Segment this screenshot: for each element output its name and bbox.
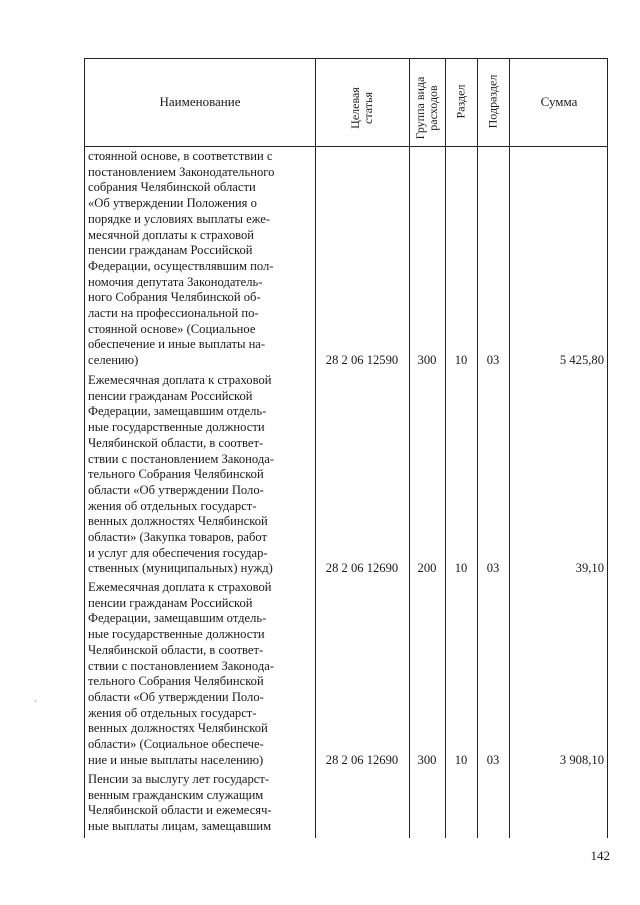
col-border-group: [445, 58, 446, 838]
row-1-section: 10: [454, 353, 468, 367]
row-2-code: 28 2 06 12690: [325, 561, 399, 575]
col-border-right: [607, 58, 608, 838]
row-1-group: 300: [417, 353, 437, 367]
row-3-group: 300: [417, 753, 437, 767]
header-section: Раздел: [453, 84, 468, 119]
col-border-code: [409, 58, 410, 838]
row-3-sum: 3 908,10: [559, 753, 604, 767]
row-3-section: 10: [454, 753, 468, 767]
header-group: Группа вида расходов: [413, 76, 440, 140]
row-2-name: Ежемесячная доплата к страховой пенсии гражданам Российской Федерации, замещавшим отдель- ные государственные должности Челябинской области, в соответ- ствии с постановлением Законода- тельного Собрания Челябинской области «Об утверждении Поло- жения об отдельных государст- венных должностях Челябинской области» (Закупка товаров, работ и услуг для обеспечения государ- ственных (муниципальных) нужд): [88, 373, 275, 576]
col-border-subsection: [509, 58, 510, 838]
row-2-sum: 39,10: [575, 561, 604, 575]
header-code: Целевая статья: [348, 87, 375, 129]
row-2-group: 200: [417, 561, 437, 575]
row-1-name: стоянной основе, в соответствии с постановлением Законодательного собрания Челябинской области «Об утверждении Положения о порядке и условиях выплаты еже- месячной доплаты к страховой пенсии гражданам Российской Федерации, осуществлявшим пол- номочия депутата Законодатель- ного Собрания Челябинской об- ласти на профессиональной по- стоянной основе» (Социальное обеспечение и иные выплаты на- селению): [88, 149, 275, 368]
header-bottom-border: [84, 146, 608, 147]
col-border-section: [477, 58, 478, 838]
page-number: 142: [590, 848, 610, 863]
row-2-section: 10: [454, 561, 468, 575]
row-3-subsection: 03: [486, 753, 500, 767]
col-border-name: [315, 58, 316, 838]
col-border-left: [84, 58, 85, 838]
header-subsection: Подраздел: [485, 74, 500, 129]
row-1-sum: 5 425,80: [559, 353, 604, 367]
table-top-border: [84, 58, 608, 59]
scan-speck: `: [34, 700, 38, 711]
row-4-name: Пенсии за выслугу лет государст- венным гражданским служащим Челябинской области и ежемесяч- ные выплаты лицам, замещавшим: [88, 772, 272, 834]
row-3-code: 28 2 06 12690: [325, 753, 399, 767]
row-1-subsection: 03: [486, 353, 500, 367]
row-2-subsection: 03: [486, 561, 500, 575]
header-sum: Сумма: [540, 94, 578, 109]
header-name: Наименование: [159, 94, 241, 109]
row-1-code: 28 2 06 12590: [325, 353, 399, 367]
row-3-name: Ежемесячная доплата к страховой пенсии гражданам Российской Федерации, замещавшим отдель- ные государственные должности Челябинской области, в соответ- ствии с постановлением Законода- тельного Собрания Челябинской области «Об утверждении Поло- жения об отдельных государст- венных должностях Челябинской области» (Социальное обеспече- ние и иные выплаты населению): [88, 580, 275, 767]
